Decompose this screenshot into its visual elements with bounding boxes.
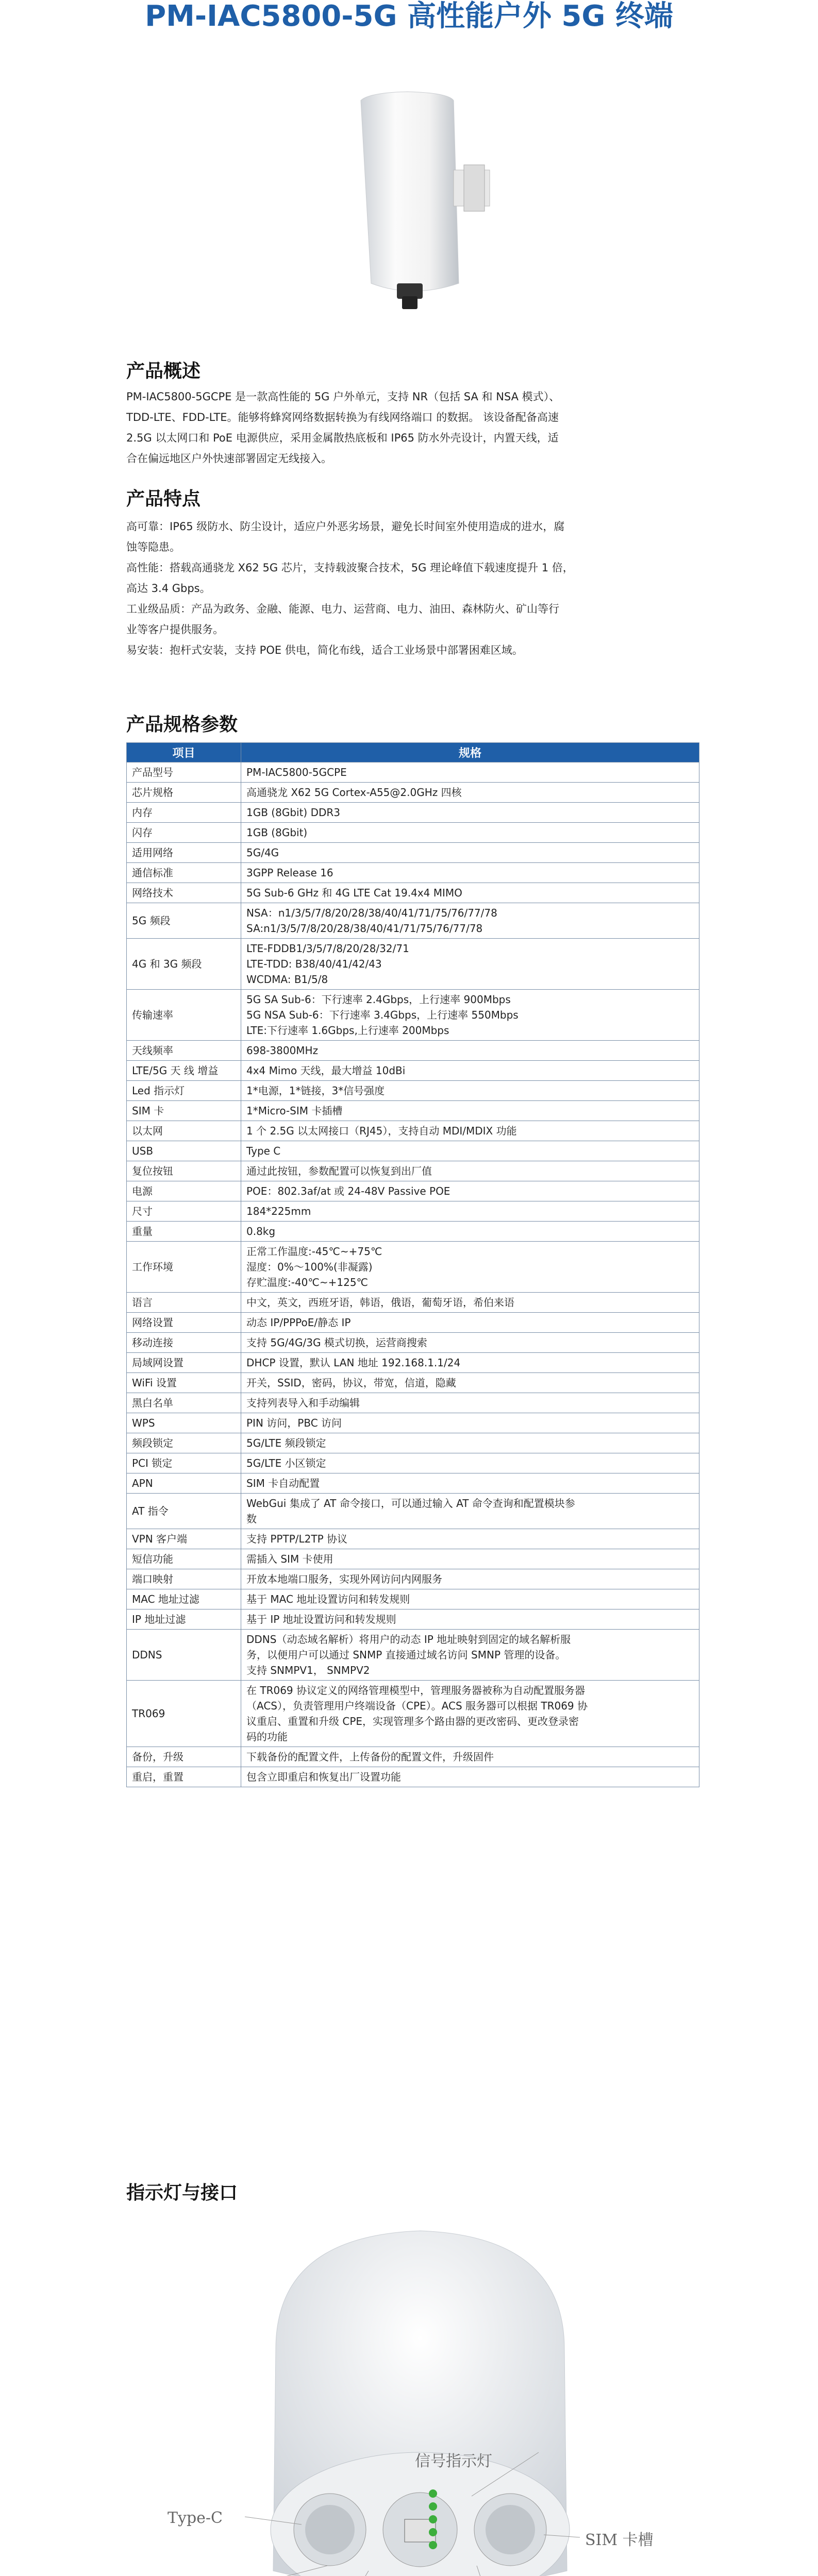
spec-value xyxy=(241,1767,699,1787)
spec-value xyxy=(241,1373,699,1393)
spec-value-line: 5G NSA Sub-6：下行速率 3.4Gbps，上行速率 550Mbps xyxy=(246,1009,519,1021)
spec-value xyxy=(241,762,699,783)
spec-value xyxy=(241,1141,699,1161)
spec-value-line: DHCP 设置，默认 LAN 地址 192.168.1.1/24 xyxy=(246,1357,461,1369)
spec-value-line: SIM 卡自动配置 xyxy=(246,1477,320,1489)
spec-row xyxy=(127,1061,699,1081)
spec-key: 语言 xyxy=(127,1293,241,1313)
spec-value xyxy=(241,883,699,903)
spec-row xyxy=(127,1609,699,1630)
spec-value-line: 下载备份的配置文件，上传备份的配置文件，升级固件 xyxy=(246,1751,494,1763)
spec-value-line: 1 个 2.5G 以太网接口（RJ45），支持自动 MDI/MDIX 功能 xyxy=(246,1125,517,1137)
spec-key: 4G 和 3G 频段 xyxy=(127,939,241,990)
spec-key: 天线频率 xyxy=(127,1041,241,1061)
spec-value-line: 开关，SSID，密码，协议，带宽，信道，隐藏 xyxy=(246,1377,456,1389)
spec-row xyxy=(127,1373,699,1393)
spec-key: USB xyxy=(127,1141,241,1161)
spec-row xyxy=(127,1393,699,1413)
spec-value-line: 开放本地端口服务，实现外网访问内网服务 xyxy=(246,1573,442,1585)
spec-value xyxy=(241,903,699,939)
spec-value xyxy=(241,1747,699,1767)
features-heading: 产品特点 xyxy=(126,488,201,510)
spec-value-line: 在 TR069 协议定义的网络管理模型中，管理服务器被称为自动配置服务器 xyxy=(246,1684,586,1697)
spec-row xyxy=(127,1181,699,1201)
spec-value-line: LTE-FDDB1/3/5/7/8/20/28/32/71 xyxy=(246,942,409,955)
overview-line: TDD-LTE、FDD-LTE。能够将蜂窝网络数据转换为有线网络端口 的数据。 该设备配备高速 xyxy=(126,411,559,423)
spec-value-line: 1*电源，1*链接，3*信号强度 xyxy=(246,1084,385,1097)
spec-value xyxy=(241,1529,699,1549)
spec-key: 内存 xyxy=(127,803,241,823)
spec-value-line: （ACS），负责管理用户终端设备（CPE）。ACS 服务器可以根据 TR069 协 xyxy=(246,1700,588,1712)
spec-row xyxy=(127,1041,699,1061)
spec-row xyxy=(127,823,699,843)
spec-value xyxy=(241,1161,699,1181)
spec-value-line: 议重启、重置和升级 CPE，实现管理多个路由器的更改密码、更改登录密 xyxy=(246,1715,579,1727)
spec-row xyxy=(127,1161,699,1181)
spec-row xyxy=(127,1681,699,1747)
spec-key: WiFi 设置 xyxy=(127,1373,241,1393)
spec-value-line: 5G SA Sub-6：下行速率 2.4Gbps，上行速率 900Mbps xyxy=(246,993,511,1006)
spec-key: 端口映射 xyxy=(127,1569,241,1589)
spec-value-line: 动态 IP/PPPoE/静态 IP xyxy=(246,1316,351,1329)
spec-value xyxy=(241,939,699,990)
spec-value xyxy=(241,1313,699,1333)
spec-value-line: 正常工作温度:-45℃~+75℃ xyxy=(246,1245,382,1258)
spec-value xyxy=(241,1201,699,1222)
spec-key: DDNS xyxy=(127,1630,241,1681)
overview-line: 合在偏远地区户外快速部署固定无线接入。 xyxy=(126,452,332,465)
spec-col-item: 项目 xyxy=(127,743,241,762)
spec-row xyxy=(127,843,699,863)
spec-row xyxy=(127,762,699,783)
spec-value xyxy=(241,1333,699,1353)
spec-value xyxy=(241,1393,699,1413)
spec-key: 频段锁定 xyxy=(127,1433,241,1453)
label-signal-indicator: 信号指示灯 xyxy=(415,2452,492,2470)
spec-row xyxy=(127,1101,699,1121)
spec-key: 重启，重置 xyxy=(127,1767,241,1787)
spec-value-line: 湿度：0%～100%(非凝露) xyxy=(246,1261,373,1273)
spec-value xyxy=(241,1121,699,1141)
spec-value-line: PM-IAC5800-5GCPE xyxy=(246,766,347,778)
features-line: 蚀等隐患。 xyxy=(126,541,180,553)
spec-value-line: 1*Micro-SIM 卡插槽 xyxy=(246,1105,343,1117)
spec-value-line: POE：802.3af/at 或 24-48V Passive POE xyxy=(246,1185,450,1197)
spec-row xyxy=(127,1141,699,1161)
spec-key: 移动连接 xyxy=(127,1333,241,1353)
spec-row xyxy=(127,1589,699,1609)
spec-value-line: 5G/4G xyxy=(246,846,279,859)
spec-key: 电源 xyxy=(127,1181,241,1201)
spec-value xyxy=(241,1353,699,1373)
spec-value-line: 5G/LTE 频段锁定 xyxy=(246,1437,326,1449)
product-image xyxy=(0,62,818,319)
spec-row xyxy=(127,939,699,990)
page-title: PM-IAC5800-5G 高性能户外 5G 终端 xyxy=(145,0,673,33)
spec-value-line: 5G Sub-6 GHz 和 4G LTE Cat 19.4x4 MIMO xyxy=(246,887,462,899)
spec-key: 复位按钮 xyxy=(127,1161,241,1181)
spec-key: MAC 地址过滤 xyxy=(127,1589,241,1609)
spec-key: 黑白名单 xyxy=(127,1393,241,1413)
spec-value-line: 1GB (8Gbit) xyxy=(246,826,308,839)
spec-key: 产品型号 xyxy=(127,762,241,783)
spec-row xyxy=(127,783,699,803)
spec-row xyxy=(127,1242,699,1293)
spec-key: 5G 频段 xyxy=(127,903,241,939)
spec-value-line: 支持 PPTP/L2TP 协议 xyxy=(246,1533,347,1545)
spec-value xyxy=(241,1569,699,1589)
spec-key: 网络技术 xyxy=(127,883,241,903)
spec-value xyxy=(241,1242,699,1293)
spec-value-line: 中文，英文，西班牙语，韩语，俄语，葡萄牙语，希伯来语 xyxy=(246,1296,514,1309)
spec-key: AT 指令 xyxy=(127,1494,241,1529)
overview-text xyxy=(126,386,698,469)
spec-row xyxy=(127,1222,699,1242)
spec-value-line: 通过此按钮，参数配置可以恢复到出厂值 xyxy=(246,1165,432,1177)
spec-value-line: 基于 IP 地址设置访问和转发规则 xyxy=(246,1613,396,1625)
spec-table xyxy=(126,742,699,1787)
spec-row xyxy=(127,1201,699,1222)
spec-value-line: 支持 5G/4G/3G 模式切换，运营商搜索 xyxy=(246,1336,427,1349)
spec-key: 以太网 xyxy=(127,1121,241,1141)
features-line: 工业级品质：产品为政务、金融、能源、电力、运营商、电力、油田、森林防火、矿山等行 xyxy=(126,603,559,615)
spec-value-line: Type C xyxy=(246,1145,281,1157)
spec-key: 备份，升级 xyxy=(127,1747,241,1767)
spec-row xyxy=(127,1353,699,1373)
spec-key: IP 地址过滤 xyxy=(127,1609,241,1630)
spec-col-spec: 规格 xyxy=(241,743,699,762)
spec-key: PCI 锁定 xyxy=(127,1453,241,1473)
spec-key: 芯片规格 xyxy=(127,783,241,803)
spec-value-line: 184*225mm xyxy=(246,1205,311,1217)
spec-key: 闪存 xyxy=(127,823,241,843)
spec-key: 重量 xyxy=(127,1222,241,1242)
spec-value xyxy=(241,1433,699,1453)
spec-row xyxy=(127,883,699,903)
spec-row xyxy=(127,1494,699,1529)
spec-key: 适用网络 xyxy=(127,843,241,863)
spec-value xyxy=(241,863,699,883)
spec-value-line: 数 xyxy=(246,1513,257,1525)
spec-value xyxy=(241,1101,699,1121)
spec-row xyxy=(127,1433,699,1453)
spec-row xyxy=(127,1569,699,1589)
spec-key: SIM 卡 xyxy=(127,1101,241,1121)
spec-value-line: 支持 SNMPV1， SNMPV2 xyxy=(246,1664,370,1676)
spec-value xyxy=(241,803,699,823)
spec-key: 短信功能 xyxy=(127,1549,241,1569)
spec-value xyxy=(241,1549,699,1569)
features-text xyxy=(126,516,698,660)
spec-value-line: 存贮温度:-40℃~+125℃ xyxy=(246,1276,369,1289)
spec-value xyxy=(241,1494,699,1529)
spec-value xyxy=(241,1589,699,1609)
spec-key: APN xyxy=(127,1473,241,1494)
spec-value-line: 务，以便用户可以通过 SNMP 直接通过域名访问 SMNP 管理的设备。 xyxy=(246,1649,566,1661)
overview-heading: 产品概述 xyxy=(126,361,201,382)
features-line: 高性能：搭载高通骁龙 X62 5G 芯片，支持载波聚合技术，5G 理论峰值下载速度提升 1 倍， xyxy=(126,562,574,574)
spec-row xyxy=(127,1333,699,1353)
spec-row xyxy=(127,863,699,883)
spec-row xyxy=(127,1313,699,1333)
spec-value-line: 需插入 SIM 卡使用 xyxy=(246,1553,333,1565)
spec-value-line: 0.8kg xyxy=(246,1225,276,1238)
spec-row xyxy=(127,1413,699,1433)
spec-value xyxy=(241,1609,699,1630)
spec-key: VPN 客户端 xyxy=(127,1529,241,1549)
spec-row xyxy=(127,1747,699,1767)
spec-value-line: 包含立即重启和恢复出厂设置功能 xyxy=(246,1771,401,1783)
spec-row xyxy=(127,1767,699,1787)
spec-row xyxy=(127,1549,699,1569)
spec-table-body xyxy=(127,762,699,1787)
spec-key: WPS xyxy=(127,1413,241,1433)
features-line: 高达 3.4 Gbps。 xyxy=(126,582,211,595)
spec-row xyxy=(127,903,699,939)
spec-key: 工作环境 xyxy=(127,1242,241,1293)
label-typec: Type-C xyxy=(168,2509,223,2527)
spec-value-line: LTE:下行速率 1.6Gbps,上行速率 200Mbps xyxy=(246,1024,449,1037)
spec-row xyxy=(127,1453,699,1473)
spec-value-line: 698-3800MHz xyxy=(246,1044,319,1057)
spec-value-line: LTE-TDD: B38/40/41/42/43 xyxy=(246,958,382,970)
spec-row xyxy=(127,803,699,823)
spec-key: 网络设置 xyxy=(127,1313,241,1333)
spec-row xyxy=(127,1630,699,1681)
spec-row xyxy=(127,1121,699,1141)
spec-value xyxy=(241,1293,699,1313)
spec-key: Led 指示灯 xyxy=(127,1081,241,1101)
features-line: 高可靠：IP65 级防水、防尘设计，适应户外恶劣场景，避免长时间室外使用造成的进水，腐 xyxy=(126,520,565,533)
spec-key: LTE/5G 天 线 增益 xyxy=(127,1061,241,1081)
spec-value xyxy=(241,1681,699,1747)
spec-value-line: NSA：n1/3/5/7/8/20/28/38/40/41/71/75/76/77/78 xyxy=(246,907,497,919)
spec-value xyxy=(241,1473,699,1494)
spec-value-line: 高通骁龙 X62 5G Cortex-A55@2.0GHz 四核 xyxy=(246,786,462,799)
spec-row xyxy=(127,1293,699,1313)
spec-row xyxy=(127,1473,699,1494)
spec-value xyxy=(241,1061,699,1081)
spec-value xyxy=(241,1413,699,1433)
spec-value xyxy=(241,1181,699,1201)
spec-value xyxy=(241,1222,699,1242)
spec-row xyxy=(127,990,699,1041)
spec-value-line: SA:n1/3/5/7/8/20/28/38/40/41/71/75/76/77/78 xyxy=(246,922,483,935)
spec-value xyxy=(241,990,699,1041)
spec-row xyxy=(127,1529,699,1549)
spec-value-line: DDNS（动态域名解析）将用户的动态 IP 地址映射到固定的域名解析服 xyxy=(246,1633,571,1646)
spec-key: 尺寸 xyxy=(127,1201,241,1222)
spec-value xyxy=(241,823,699,843)
spec-value-line: 4x4 Mimo 天线，最大增益 10dBi xyxy=(246,1064,406,1077)
spec-key: 传输速率 xyxy=(127,990,241,1041)
spec-value-line: 支持列表导入和手动编辑 xyxy=(246,1397,360,1409)
spec-value xyxy=(241,783,699,803)
spec-row xyxy=(127,1081,699,1101)
indicators-heading: 指示灯与接口 xyxy=(126,2182,238,2204)
spec-value-line: 基于 MAC 地址设置访问和转发规则 xyxy=(246,1593,410,1605)
spec-value-line: WebGui 集成了 AT 命令接口，可以通过输入 AT 命令查询和配置模块参 xyxy=(246,1497,575,1510)
label-sim-slot: SIM 卡槽 xyxy=(585,2531,654,2549)
spec-value-line: PIN 访问，PBC 访问 xyxy=(246,1417,342,1429)
spec-value xyxy=(241,1081,699,1101)
spec-value-line: WCDMA: B1/5/8 xyxy=(246,973,328,986)
overview-line: PM-IAC5800-5GCPE 是一款高性能的 5G 户外单元，支持 NR（包括 SA 和 NSA 模式）、 xyxy=(126,391,560,403)
spec-value xyxy=(241,843,699,863)
spec-value-line: 码的功能 xyxy=(246,1731,288,1743)
specs-heading: 产品规格参数 xyxy=(126,714,238,735)
features-line: 易安装：抱杆式安装，支持 POE 供电，简化布线，适合工业场景中部署困难区域。 xyxy=(126,644,523,656)
spec-value xyxy=(241,1041,699,1061)
spec-header-row xyxy=(127,743,699,762)
spec-value-line: 1GB (8Gbit) DDR3 xyxy=(246,806,341,819)
spec-value xyxy=(241,1453,699,1473)
features-line: 业等客户提供服务。 xyxy=(126,623,224,636)
spec-key: 局域网设置 xyxy=(127,1353,241,1373)
spec-key: TR069 xyxy=(127,1681,241,1747)
spec-value-line: 3GPP Release 16 xyxy=(246,867,333,879)
spec-value-line: 5G/LTE 小区锁定 xyxy=(246,1457,326,1469)
overview-line: 2.5G 以太网口和 PoE 电源供应，采用金属散热底板和 IP65 防水外壳设计，内置天线，适 xyxy=(126,432,559,444)
spec-key: 通信标准 xyxy=(127,863,241,883)
spec-value xyxy=(241,1630,699,1681)
